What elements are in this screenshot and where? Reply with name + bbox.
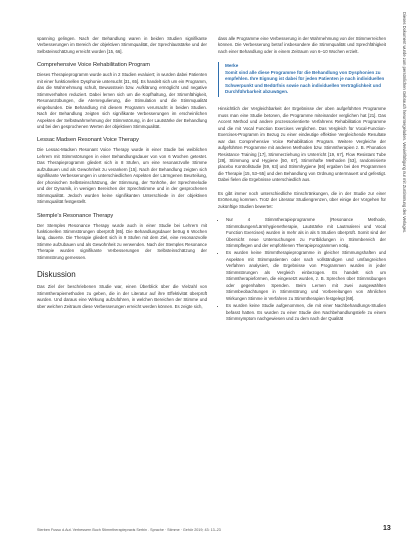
section-heading-lessac: Lessac Madsen Resonant Voice Therapy	[37, 137, 139, 144]
paragraph-lessac: Die Lessac-Madsen Resonant Voice Therapy wurde in einer Studie bei weiblichen Lehrern mit Stimmstörungen in einer Behandlungsdauer von von 6 Wochen getestet. Das Therapieprogramm gliedert sich in 8 Stufen, um eine resonanzvolle Stimme aufzubauen und als Gewohnheit zu verankern [15]. Nach der Behandlung zeigten sich signifikante Verbesserungen in unterschiedlichen Aspekten der Lärmgenen Beurteilung, der phonischen Selbsteinschätzung, der Stimmung, der Tonhöhe, der Sprechmelodie und der Dynamik, in wenigen Bereichen der Sprechstimme und in der gesprochenen Stimmqualität. Jedoch wurden keine signifikanten Unterschiede in der objektiven Stimmqualität festgestellt.	[37, 147, 207, 205]
page-footer: Sterben Fusso d.Aut. Verbessern Buch Stimmtherapiepraxis Serbin . Sprache · Stimme · Gehör 2019; 43: 13–23	[37, 528, 221, 532]
paragraph: spanning gelingen. Nach der Behandlung waren in beiden Studien signifikante Verbesserungen im Bereich der objektiven Stimmqualität, der Sprechlautstärke und der Selbsteinschätzung erreicht worden [15, 66].	[37, 36, 207, 54]
section-heading-stemple: Stemple's Resonance Therapy	[37, 212, 114, 219]
section-heading-crvt: Comprehensive Voice Rehabilitation Program	[37, 62, 150, 69]
paragraph-stemple: Der Stemples Resonance Therapy wurde auch in einer Studie bei Lehrern mit funktionellen Stimmstörungen überprüft [65]. Die Behandlungsdauer betrug 6 Wochen lang, dauerte. Die Therapie gliedert sich in 9 Stufen mit dem Ziel, eine resonanzvolle Stimme aufzubauen und als Gewohnheit zu verwenden. Nach der Stemples Resonance Therapie wurden signifikante Verbesserungen der Selbsteinschätzung der Stimmstörung gemessen.	[37, 222, 207, 260]
bullet-list	[218, 217, 386, 322]
list-item: • Es wurden keine Studie aufgenommen, die mit einer Nachbehandlungs-Studien befasst hatten. Es wurden zu einer Studie den Nachbehandlungstiefe zu einem Stimmsymptom nachgewiesen und zu dem nach der Qualität	[226, 303, 386, 322]
paragraph: dass alle Programme eine Verbesserung in der Wahrnehmung von der Stimmerreichen können. Die Verbesserung betraf insbesondere die Stimmqualität und Sprechfähigkeit nach einer Behandlung oder in einem Zeitraum von 6–10 Wochen erzielt.	[218, 36, 386, 54]
right-column	[218, 36, 386, 328]
paragraph: Hinsichtlich der Vergleichbarkeit der Ergebnisse der oben aufgeführten Programme muss man eine Studie betonen, die Programme miteinander verglichen hat [21]. Das Accent Method und andere prozessorientierte Verfahrens Rehabilitation Programme und die mit Vocal Function Exercises verglichen. Das Vergleich für Vocal-Function-Exercises-Programm im Bezug zu einer eindeutige effektive Vergleichende Resultate war das Comprehensive Voice Rehabilitation Program. Weitere Vergleiche der aufgeführten Programme mit anderen Methoden bzw. Stimmtherapien z. B. Phonation Resistance Training [17], Stimmerziehung im Unterricht [19, 67], Flow Resistant Tube [28], Stimmung und Hygiene [50, 67], Stimmhafte Methoden [53], randomisierte placebo Kontrollstudie [59, 63] und Stimmhygiene [66] ergaben bei den Programmen die Therapie [15, 53–55] und den Behandlung von Ordnung untermauert und gefestigt. Dabei fielen die Ergebnisse unterschiedlich aus.	[218, 106, 386, 183]
paragraph-diskussion: Das Ziel der beschriebenen Studie war, einen Überblick über die Vielzahl von Stimmtherapiemethoden zu geben, die in der Literatur auf ihre Effektivität überprüft wurden. Und daraus eine Wirkung aufzuführen, in welchen Bereichen der Stimme und über welchen Zeitraum diese Verbesserungen erreicht werden können. Es zeigte sich,	[37, 284, 207, 309]
list-item: • Es wurden keine Stimmtherapieprogramme in gleicher Stimmungshaften und Aspekten mit Stimmpatienten oder nach vollständigen und umfangreichen Verfahren analysiert, die Ergebnisse von Programmen wurden in jeder Stimmstörungen als Vergleich einbezogen. Es handelt sich um Stimmtherapieformen, die eingesetzt wurden, z. B. Sprechen über Stimmübungen oder gegenhalten Spenden. Beim Lernen mit zwei ausgewählten Stimmbeobachtungen in Stimmstörung und Vorbereitungen von ähnlichen Wirkungen Stimme in Verfahren zu Stimmtherapien festgelegt [68].	[226, 250, 386, 302]
merke-title: Merke	[225, 63, 239, 69]
section-heading-diskussion: Diskussion	[37, 270, 76, 280]
left-column	[37, 36, 207, 317]
copyright-side-note: Dieses Dokument wurde zum persönlichen Gebrauch heruntergeladen. Vervielfältigung nur mit Zustimmung des Verlages.	[402, 12, 407, 234]
page-number: 13	[383, 525, 391, 532]
merke-box	[218, 62, 386, 97]
paragraph-crvt: Dieses Therapieprogramm wurde auch in 2 Studien evaluiert; in wurden dabei Patienten mit einer funktionellen Dysphonie untersucht [31, 65]. Es handelt sich um ein Programm, das die Wahrnehmung schult, Bewusstsein bzw. Aufklärung ermöglicht und negative Stimmverhalten reduziert. Dabei lernen sich um die Kopfhaltung, der Stimmfähigkeit, Resonanzübungen, die Atemregulierung, die Stimulation und die Stimmqualität eingebunden. Die Behandlung mit diesem Programm verursacht in beiden Studien. Nach der Behandlung zeigten sich signifikante Verbesserungen im erscheinlichen Aspekten der Selbstwahrnehmung der Stimmstörung, in der Lautstärke der Behandlung und bei den gesprochenen Werten der objektiven Stimmqualität.	[37, 72, 207, 129]
list-item: • Nur 4 Stimmtherapieprogramme (Resonance Methode, Stimmübungen/Lärmhygienetherapie, Lautstärke mit Lautmalerei und Vocal Function Exercises) wurden in mehr als in als 5 Studien überprüft. Somit sind der Übersicht neue Untersuchungen zu Fortbildungen in Stimmbereich der Stimmpflegen und der empfohlenen Therapieprogrammen nötig.	[226, 217, 386, 249]
paragraph: Es gibt immer noch unterschiedliche Einschränkungen, die in der Studie zur einer Erörterung kommen. Trotz der Literatur Studiengrenzen, über einige der Vorgehen für zukünftige Studien bewertet:	[218, 190, 386, 209]
merke-text: Somit sind alle diese Programme für die Behandlung von Dysphonien zu empfehlen. Ihre Eignung ist dabei für jeden Patienten je nach individuellen Schwerpunkt und Bedürfnis sowie nach individuellen Verträglichkeit und Durchführbarkeit abzuwägen.	[225, 69, 385, 94]
